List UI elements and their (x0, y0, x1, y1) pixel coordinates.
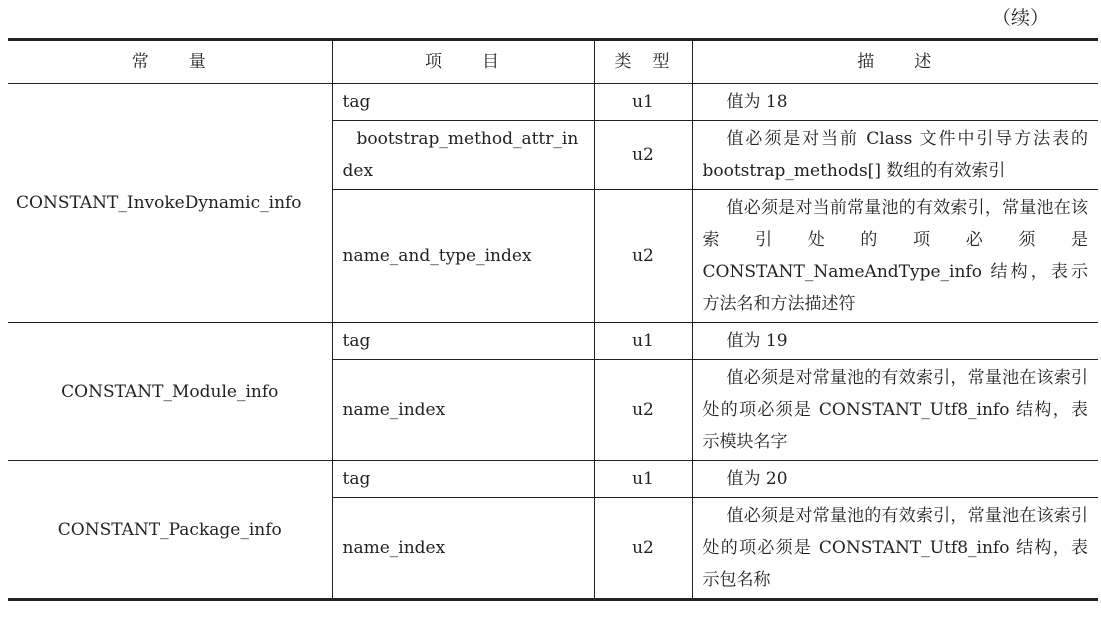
constant-name: CONSTANT_InvokeDynamic_info (8, 84, 332, 323)
item-description: 值必须是对当前 Class 文件中引导方法表的 bootstrap_methods[] 数组的有效索引 (692, 121, 1098, 190)
constant-pool-table (8, 38, 1098, 601)
item-type: u2 (594, 190, 692, 323)
item-type: u2 (594, 360, 692, 461)
continued-label: （续） (991, 7, 1049, 29)
table-header-row (8, 40, 1098, 84)
item-description: 值必须是对常量池的有效索引，常量池在该索引处的项必须是 CONSTANT_Utf8_info 结构，表示包名称 (692, 498, 1098, 600)
item-type: u1 (594, 84, 692, 121)
header-constant: 常 量 (8, 40, 332, 84)
item-name: tag (332, 461, 594, 498)
table-row (8, 323, 1098, 360)
item-description: 值必须是对当前常量池的有效索引，常量池在该索引处的项必须是 CONSTANT_NameAndType_info 结构，表示方法名和方法描述符 (692, 190, 1098, 323)
item-description: 值必须是对常量池的有效索引，常量池在该索引处的项必须是 CONSTANT_Utf8_info 结构，表示模块名字 (692, 360, 1098, 461)
item-description: 值为 19 (692, 323, 1098, 360)
item-description: 值为 18 (692, 84, 1098, 121)
table-row (8, 461, 1098, 498)
header-description: 描 述 (692, 40, 1098, 84)
constant-name: CONSTANT_Module_info (8, 323, 332, 461)
item-type: u2 (594, 121, 692, 190)
header-type: 类 型 (594, 40, 692, 84)
item-type: u1 (594, 323, 692, 360)
item-name: name_and_type_index (332, 190, 594, 323)
item-name: name_index (332, 498, 594, 600)
header-item: 项 目 (332, 40, 594, 84)
item-name: bootstrap_method_attr_index (332, 121, 594, 190)
item-type: u1 (594, 461, 692, 498)
item-name: tag (332, 84, 594, 121)
constant-name: CONSTANT_Package_info (8, 461, 332, 600)
item-name: tag (332, 323, 594, 360)
item-description: 值为 20 (692, 461, 1098, 498)
table-row (8, 84, 1098, 121)
item-type: u2 (594, 498, 692, 600)
item-name: name_index (332, 360, 594, 461)
